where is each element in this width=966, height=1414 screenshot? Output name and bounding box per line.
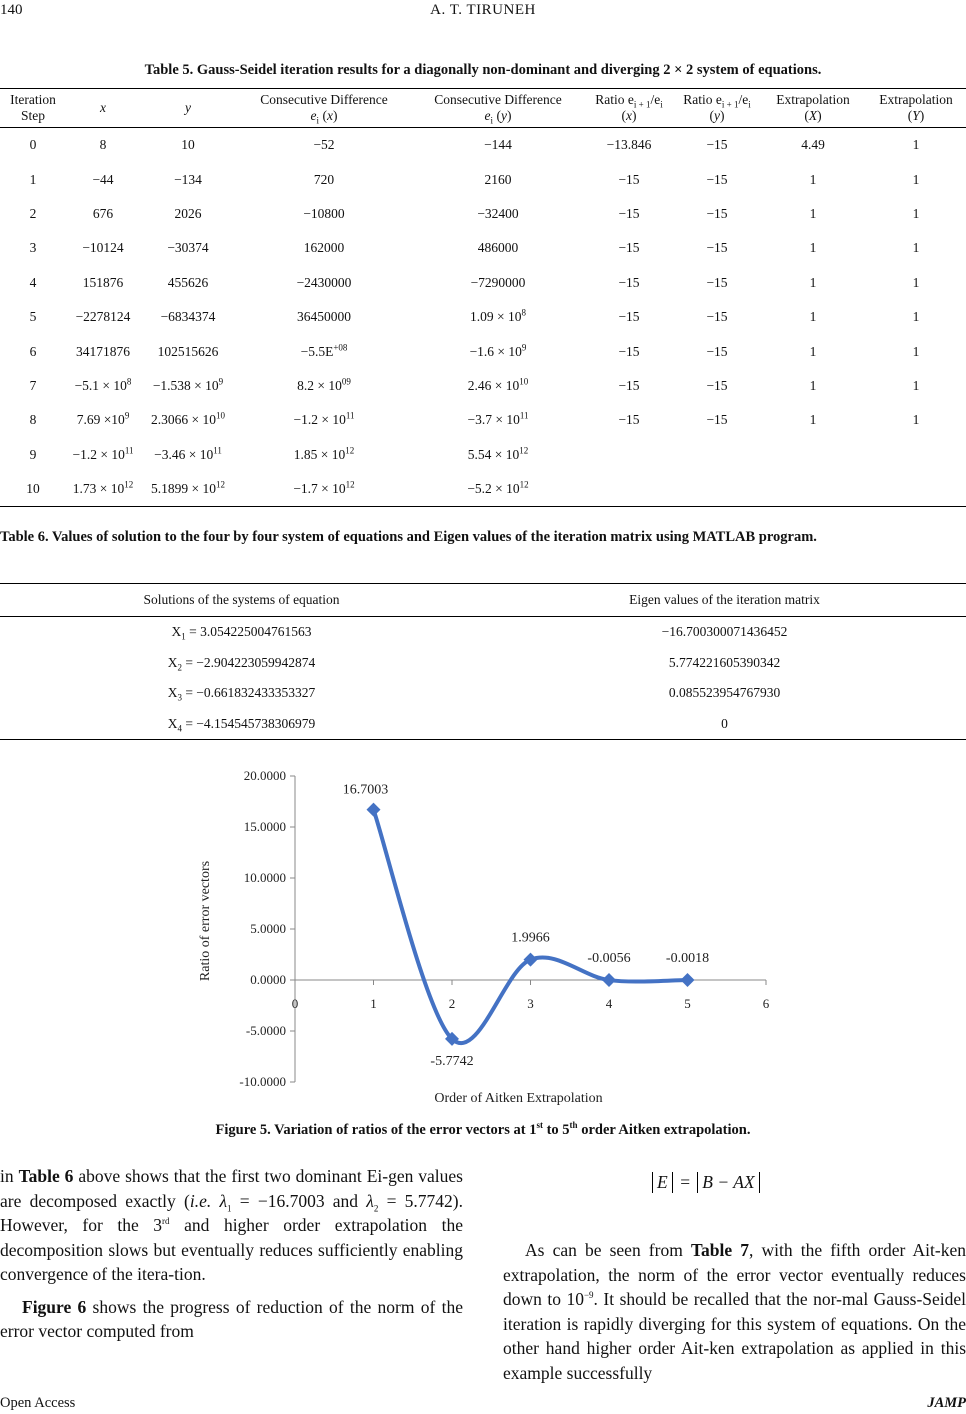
y-tick-label: 10.0000: [243, 870, 286, 885]
table-cell: 0.085523954767930: [668, 685, 781, 701]
table-cell: [674, 438, 760, 472]
table-cell: −15: [618, 240, 640, 256]
table-cell: 5: [29, 309, 37, 325]
table-cell: −15: [706, 309, 728, 325]
table-cell: $X_1 = 3.054225004761563$: [171, 624, 312, 642]
table-cell: $1.85 \times 10^{12}$: [293, 445, 355, 462]
table-cell: 1: [809, 377, 817, 393]
data-point-marker: [602, 973, 616, 987]
table-cell: −10800: [303, 205, 345, 221]
table-row: [0, 369, 966, 403]
table-row: [0, 300, 966, 334]
norm-E: E: [652, 1172, 673, 1193]
data-label: -0.0018: [665, 951, 710, 967]
table5-header-cell: x: [66, 89, 140, 128]
footer-open-access: Open Access: [0, 1395, 76, 1411]
table6-header-cell: Solutions of the systems of equation: [0, 584, 483, 617]
table-cell: 1: [912, 274, 920, 290]
table-row: [0, 403, 966, 437]
table-cell: 1: [809, 412, 817, 428]
table6-header-row: [0, 584, 966, 617]
table5: [0, 88, 966, 507]
table-cell: 151876: [82, 274, 124, 290]
table-cell: [866, 438, 966, 472]
table-cell: −7290000: [470, 274, 526, 290]
table-cell: 2026: [174, 205, 202, 221]
data-point-marker: [681, 973, 695, 987]
table-cell: 2: [29, 205, 37, 221]
y-axis-label: Ratio of error vectors: [198, 860, 213, 982]
table-cell: −15: [706, 377, 728, 393]
table-cell: 162000: [303, 240, 345, 256]
table-cell: −144: [484, 137, 512, 153]
x-tick-label: 0: [291, 996, 299, 1011]
x-tick-label: 3: [527, 996, 534, 1011]
table-row: [0, 648, 966, 679]
x-tick-label: 6: [762, 996, 770, 1011]
table-cell: −16.700300071436452: [661, 624, 788, 640]
table-cell: −15: [618, 274, 640, 290]
table-cell: −15: [618, 309, 640, 325]
table-cell: $-5.1 \times 10^8$: [74, 376, 132, 393]
table-cell: [584, 438, 674, 472]
table-cell: $X_3 = -0.661832433353327$: [167, 685, 316, 703]
table-cell: 1: [809, 240, 817, 256]
table-cell: 455626: [167, 274, 209, 290]
x-tick-label: 1: [370, 996, 377, 1011]
table-cell: 1: [809, 343, 817, 359]
table-row: [0, 438, 966, 472]
data-label: 1.9966: [511, 930, 550, 946]
table-cell: 8: [99, 137, 107, 153]
table-cell: −2278124: [75, 309, 131, 325]
table-cell: $-5.2 \times 10^{12}$: [412, 472, 584, 507]
table-cell: 6: [29, 343, 37, 359]
table-row: [0, 709, 966, 740]
table-cell: −15: [706, 171, 728, 187]
table-cell: −52: [313, 137, 335, 153]
table-cell: $-5.5E^{+08}$: [300, 342, 348, 359]
table6-header-cell: Eigen values of the iteration matrix: [483, 584, 966, 617]
table5-header-row: [0, 89, 966, 128]
x-tick-label: 4: [605, 996, 613, 1011]
table-cell: [760, 472, 866, 507]
table6-caption: Table 6. Values of solution to the four by four system of equations and Eigen values of the iteration matrix using MATLAB program.: [0, 529, 817, 545]
right-paragraph-1: As can be seen from Table 7, with the fifth order Ait-ken extrapolation, the norm of the error vector eventually reduces down to $10^{-9}$. It should be recalled that the nor-mal Gauss-Seidel iteration is rapidly diverging for this system of equations. On the other hand higher order Ait-ken extrapolation as applied in this example successfully: [503, 1240, 966, 1383]
table-cell: [674, 472, 760, 507]
table-cell: −30374: [167, 240, 209, 256]
table-cell: −10124: [82, 240, 124, 256]
y-tick-label: 20.0000: [243, 768, 286, 783]
table-cell: 1: [912, 137, 920, 153]
table-cell: −15: [706, 205, 728, 221]
table5-header-cell: Extrapolation (Y): [866, 89, 966, 128]
table-cell: $-1.7 \times 10^{12}$: [236, 472, 412, 507]
table5-header-cell: Ratio $e_{i + 1}/e_i$ (x): [584, 89, 674, 128]
table-cell: −15: [706, 343, 728, 359]
table-cell: 1: [912, 171, 920, 187]
y-tick-label: 5.0000: [250, 921, 286, 936]
data-point-marker: [367, 803, 381, 817]
table-row: [0, 197, 966, 231]
table-cell: −15: [706, 274, 728, 290]
table-cell: −15: [706, 412, 728, 428]
table-cell: $-1.2 \times 10^{11}$: [293, 410, 355, 428]
table-cell: 7: [29, 377, 37, 393]
table-cell: 0: [29, 137, 37, 153]
table-cell: $X_4 = -4.154545738306979$: [0, 709, 483, 740]
table-cell: 1: [912, 412, 920, 428]
table-cell: $X_2 = -2.904223059942874$: [167, 654, 316, 673]
table-cell: −15: [706, 137, 728, 153]
table-cell: −15: [618, 412, 640, 428]
table-cell: 1: [912, 205, 920, 221]
table-cell: $8.2 \times 10^{09}$: [297, 376, 351, 393]
table-cell: 1: [809, 309, 817, 325]
table-cell: $5.1899 \times 10^{12}$: [140, 472, 236, 507]
y-tick-label: -5.0000: [245, 1023, 286, 1038]
table-cell: 34171876: [76, 343, 130, 359]
table-cell: 9: [29, 446, 37, 462]
table-row: [0, 472, 966, 507]
table-cell: $-1.538 \times 10^9$: [152, 376, 224, 393]
table-row: [0, 128, 966, 163]
table-cell: 676: [92, 205, 114, 221]
table-cell: 4: [29, 274, 37, 290]
figure5-chart: [150, 756, 790, 1110]
table-cell: 1: [912, 377, 920, 393]
table-cell: −15: [618, 343, 640, 359]
table5-header-cell: Consecutive Difference $e_i$ (x): [236, 89, 412, 128]
table-cell: 8: [29, 412, 37, 428]
table-cell: [760, 438, 866, 472]
table-cell: $1.73 \times 10^{12}$: [66, 472, 140, 507]
table5-header-cell: Consecutive Difference $e_i$ (y): [412, 89, 584, 128]
table-cell: 1: [809, 171, 817, 187]
data-label: -5.7742: [430, 1053, 474, 1069]
y-tick-label: 15.0000: [243, 819, 286, 834]
table-cell: 2160: [484, 171, 512, 187]
table-cell: $-1.6 \times 10^9$: [469, 342, 527, 359]
norm-B-AX: B − AX: [697, 1172, 759, 1193]
table-row: [0, 162, 966, 196]
table-cell: −32400: [477, 205, 519, 221]
table-row: [0, 231, 966, 265]
table-cell: $5.54 \times 10^{12}$: [467, 445, 529, 462]
x-axis-label: Order of Aitken Extrapolation: [434, 1091, 603, 1106]
table-row: [0, 678, 966, 709]
running-header-author: A. T. TIRUNEH: [430, 2, 536, 18]
table5-header-cell: Ratio $e_{i + 1}/e_i$ (y): [674, 89, 760, 128]
table-cell: 102515626: [157, 343, 219, 359]
table-cell: 720: [313, 171, 335, 187]
table5-header-cell: Iteration Step: [0, 89, 66, 128]
table-row: [0, 334, 966, 368]
x-tick-label: 5: [684, 996, 691, 1011]
footer-journal: JAMP: [927, 1395, 966, 1411]
table-cell: 1: [912, 343, 920, 359]
y-tick-label: -10.0000: [239, 1074, 286, 1089]
table-cell: −134: [174, 171, 202, 187]
right-column-text: [503, 1238, 966, 1385]
figure5-caption: Figure 5. Variation of ratios of the error vectors at 1st to 5th order Aitken extrapolation.: [215, 1120, 751, 1138]
table-cell: −2430000: [296, 274, 352, 290]
table-cell: 1: [912, 309, 920, 325]
table-cell: $-3.7 \times 10^{11}$: [467, 410, 529, 428]
table-cell: 4.49: [801, 137, 825, 153]
table-cell: 1: [29, 171, 37, 187]
left-paragraph-1: in Table 6 above shows that the first two dominant Ei-gen values are decomposed exactly (i.e. $\lambda_1 = -16.7003$ and $\lambda_2 = 5.7742$). However, for the 3rd and higher order extrapolation the decomposition slows but eventually reduces sufficiently enabling convergence of the itera-tion.: [0, 1166, 463, 1284]
table5-caption: Table 5. Gauss-Seidel iteration results for a diagonally non-dominant and diverging 2 × 2 system of equations.: [144, 62, 822, 78]
table-cell: 486000: [477, 240, 519, 256]
table-cell: $2.3066 \times 10^{10}$: [151, 410, 225, 428]
table-row: [0, 617, 966, 648]
table-cell: −6834374: [160, 309, 216, 325]
table-cell: 1: [809, 205, 817, 221]
y-tick-label: 0.0000: [250, 972, 286, 987]
table-cell: −44: [92, 171, 114, 187]
table6: [0, 583, 966, 740]
table-cell: −13.846: [606, 137, 652, 153]
norm-formula: E = B − AX: [650, 1172, 762, 1193]
table-cell: 5.774221605390342: [668, 654, 781, 670]
table-cell: $1.09 \times 10^8$: [470, 307, 526, 325]
table-cell: $-1.2 \times 10^{11}$: [72, 445, 134, 462]
table-cell: −15: [706, 240, 728, 256]
data-label: 16.7003: [342, 782, 389, 798]
table-cell: $7.69 \times 10^9$: [76, 410, 130, 428]
table-cell: −15: [618, 171, 640, 187]
table-cell: [866, 472, 966, 507]
x-tick-label: 2: [448, 996, 456, 1011]
table-cell: 10: [0, 472, 66, 507]
table-cell: −15: [618, 205, 640, 221]
table-cell: −15: [618, 377, 640, 393]
table-cell: 1: [912, 240, 920, 256]
table-cell: $2.46 \times 10^{10}$: [467, 376, 529, 393]
table5-header-cell: y: [140, 89, 236, 128]
table-cell: 1: [809, 274, 817, 290]
data-label: -0.0056: [587, 951, 631, 967]
table-cell: 36450000: [297, 309, 351, 325]
table-row: [0, 266, 966, 300]
table-cell: $-3.46 \times 10^{11}$: [154, 445, 222, 462]
table-cell: 0: [483, 709, 966, 740]
table-cell: 3: [29, 240, 37, 256]
table-cell: 10: [181, 137, 195, 153]
page-number: 140: [0, 2, 23, 18]
left-column-text: [0, 1164, 463, 1344]
table-cell: [584, 472, 674, 507]
table5-header-cell: Extrapolation (X): [760, 89, 866, 128]
left-paragraph-2: Figure 6 shows the progress of reduction of the norm of the error vector computed from: [0, 1296, 463, 1341]
